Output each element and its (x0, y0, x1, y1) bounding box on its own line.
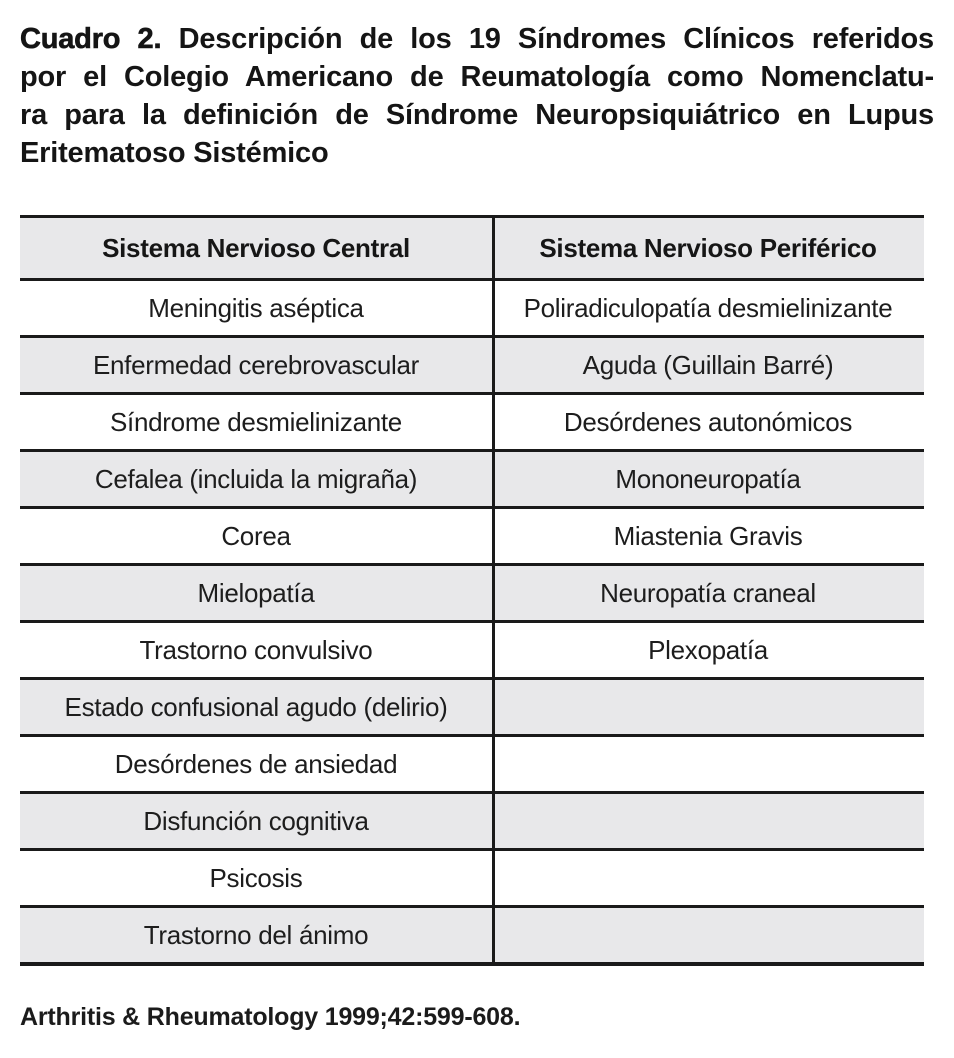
header-cell-periferico: Sistema Nervioso Periférico (539, 232, 877, 263)
table-cell: Plexopatía (648, 634, 768, 665)
table-row (20, 452, 924, 509)
table-cell: Mielopatía (20, 566, 495, 620)
table-row (20, 908, 924, 962)
table-cell: Síndrome desmielinizante (20, 395, 495, 449)
header-cell-central: Sistema Nervioso Central (20, 218, 495, 278)
table-cell: Meningitis aséptica (20, 281, 495, 335)
table-cell: Desórdenes de ansiedad (20, 737, 495, 791)
caption-line-2: por el Colegio Americano de Reumatología como Nomenclatu- (20, 61, 934, 93)
table-row (20, 509, 924, 566)
table-cell: Trastorno convulsivo (20, 623, 495, 677)
table-cell: Desórdenes autonómicos (563, 406, 853, 437)
table-row (20, 395, 924, 452)
table-cell: Trastorno del ánimo (20, 908, 495, 962)
table-cell: Estado confusional agudo (delirio) (20, 680, 495, 734)
caption-text-1: Descripción de los 19 Síndromes Clínicos referidos (178, 23, 934, 55)
table-cell (495, 680, 921, 734)
table-cell: Poliradiculopatía desmielinizante (523, 292, 893, 323)
table-cell (495, 908, 921, 962)
syndromes-table (20, 215, 924, 966)
table-header-row (20, 218, 924, 281)
table-row (20, 737, 924, 794)
caption-line-1 (20, 20, 934, 58)
page (0, 20, 954, 1032)
table-cell: Aguda (Guillain Barré) (582, 349, 834, 380)
table-cell: Miastenia Gravis (613, 520, 803, 551)
caption-line-3: ra para la definición de Síndrome Neuropsiquiátrico en Lupus (20, 99, 934, 131)
table-row (20, 851, 924, 908)
citation: Arthritis & Rheumatology 1999;42:599-608. (20, 1003, 521, 1031)
table-row (20, 338, 924, 395)
table-row (20, 680, 924, 737)
caption-line-4: Eritematoso Sistémico (20, 137, 329, 169)
table-cell: Psicosis (20, 851, 495, 905)
table-row (20, 566, 924, 623)
table-row (20, 623, 924, 680)
table-cell: Neuropatía craneal (600, 577, 816, 608)
table-cell: Cefalea (incluida la migraña) (20, 452, 495, 506)
caption-label: Cuadro 2. (20, 23, 162, 55)
table-cell (495, 794, 921, 848)
table-cell: Enfermedad cerebrovascular (20, 338, 495, 392)
table-cell (495, 737, 921, 791)
table-cell: Mononeuropatía (615, 463, 801, 494)
table-cell: Corea (20, 509, 495, 563)
table-body (20, 281, 924, 962)
table-row (20, 281, 924, 338)
table-cell (495, 851, 921, 905)
table-caption (20, 20, 934, 172)
table-row (20, 794, 924, 851)
table-cell: Disfunción cognitiva (20, 794, 495, 848)
